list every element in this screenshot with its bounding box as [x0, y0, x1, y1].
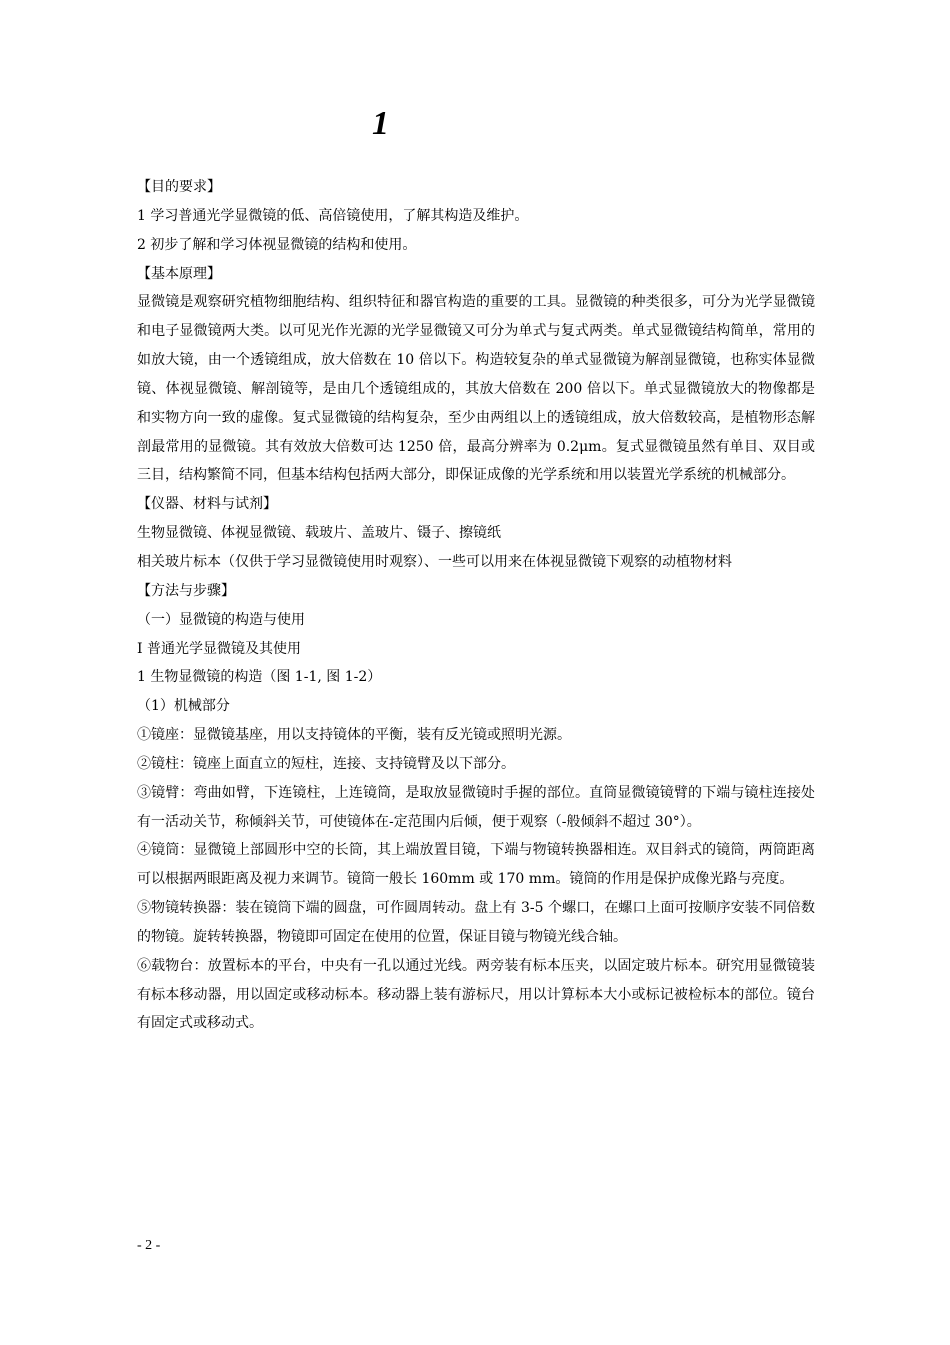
step-1-1: （1）机械部分 [137, 698, 230, 715]
step-i: I 普通光学显微镜及其使用 [137, 640, 301, 657]
part-3: ③镜臂：弯曲如臂，下连镜柱，上连镜筒，是取放显微镜时手握的部位。直筒显微镜镜臂的下端与镜柱连接处有一活动关节，称倾斜关节，可使镜体在-定范围内后倾，便于观察（-般倾斜不超过 30°）。 [137, 784, 815, 830]
objective-1: 1 学习普通光学显微镜的低、高倍镜使用，了解其构造及维护。 [137, 207, 529, 224]
materials-heading: 【仪器、材料与试剂】 [137, 496, 277, 513]
materials-line-2: 相关玻片标本（仅供于学习显微镜使用时观察）、一些可以用来在体视显微镜下观察的动植物材料 [137, 553, 732, 570]
principle-paragraph: 显微镜是观察研究植物细胞结构、组织特征和器官构造的重要的工具。显微镜的种类很多，可分为光学显微镜和电子显微镜两大类。以可见光作光源的光学显微镜又可分为单式与复式两类。单式显微镜结构简单，常用的如放大镜，由一个透镜组成，放大倍数在 10 倍以下。构造较复杂的单式显微镜为解剖显微镜，也称实体显微镜、体视显微镜、解剖镜等，是由几个透镜组成的，其放大倍数在 200 倍以下。单式显微镜放大的物像都是和实物方向一致的虚像。复式显微镜的结构复杂，至少由两组以上的透镜组成，放大倍数较高，是植物形态解剖最常用的显微镜。其有效放大倍数可达 1250 倍，最高分辨率为 0.2μm。复式显微镜虽然有单目、双目或三目，结构繁简不同，但基本结构包括两大部分，即保证成像的光学系统和用以装置光学系统的机械部分。 [137, 294, 815, 484]
part-6: ⑥载物台：放置标本的平台，中央有一孔以通过光线。两旁装有标本压夹，以固定玻片标本。研究用显微镜装有标本移动器，用以固定或移动标本。移动器上装有游标尺，用以计算标本大小或标记被检标本的部位。镜台有固定式或移动式。 [137, 957, 815, 1032]
page-content [137, 173, 815, 1038]
chapter-number: 1 [372, 105, 389, 142]
page-number: - 2 - [137, 1238, 161, 1253]
step-1: 1 生物显微镜的构造（图 1-1, 图 1-2） [137, 669, 382, 686]
part-2: ②镜柱：镜座上面直立的短柱，连接、支持镜臂及以下部分。 [137, 755, 515, 772]
step-a: （一）显微镜的构造与使用 [137, 611, 305, 628]
objectives-heading: 【目的要求】 [137, 179, 221, 195]
methods-heading: 【方法与步骤】 [137, 582, 235, 599]
part-1: ①镜座：显微镜基座，用以支持镜体的平衡，装有反光镜或照明光源。 [137, 727, 571, 744]
objective-2: 2 初步了解和学习体视显微镜的结构和使用。 [137, 236, 417, 253]
principle-heading: 【基本原理】 [137, 265, 221, 282]
part-4: ④镜筒：显微镜上部圆形中空的长筒，其上端放置目镜，下端与物镜转换器相连。双目斜式的镜筒，两筒距离可以根据两眼距离及视力来调节。镜筒一般长 160mm 或 170 mm。镜筒的作用是保护成像光路与亮度。 [137, 842, 815, 888]
materials-line-1: 生物显微镜、体视显微镜、载玻片、盖玻片、镊子、擦镜纸 [137, 525, 501, 542]
part-5: ⑤物镜转换器：装在镜筒下端的圆盘，可作圆周转动。盘上有 3-5 个螺口，在螺口上面可按顺序安装不同倍数的物镜。旋转转换器，物镜即可固定在使用的位置，保证目镜与物镜光线合轴。 [137, 900, 815, 945]
